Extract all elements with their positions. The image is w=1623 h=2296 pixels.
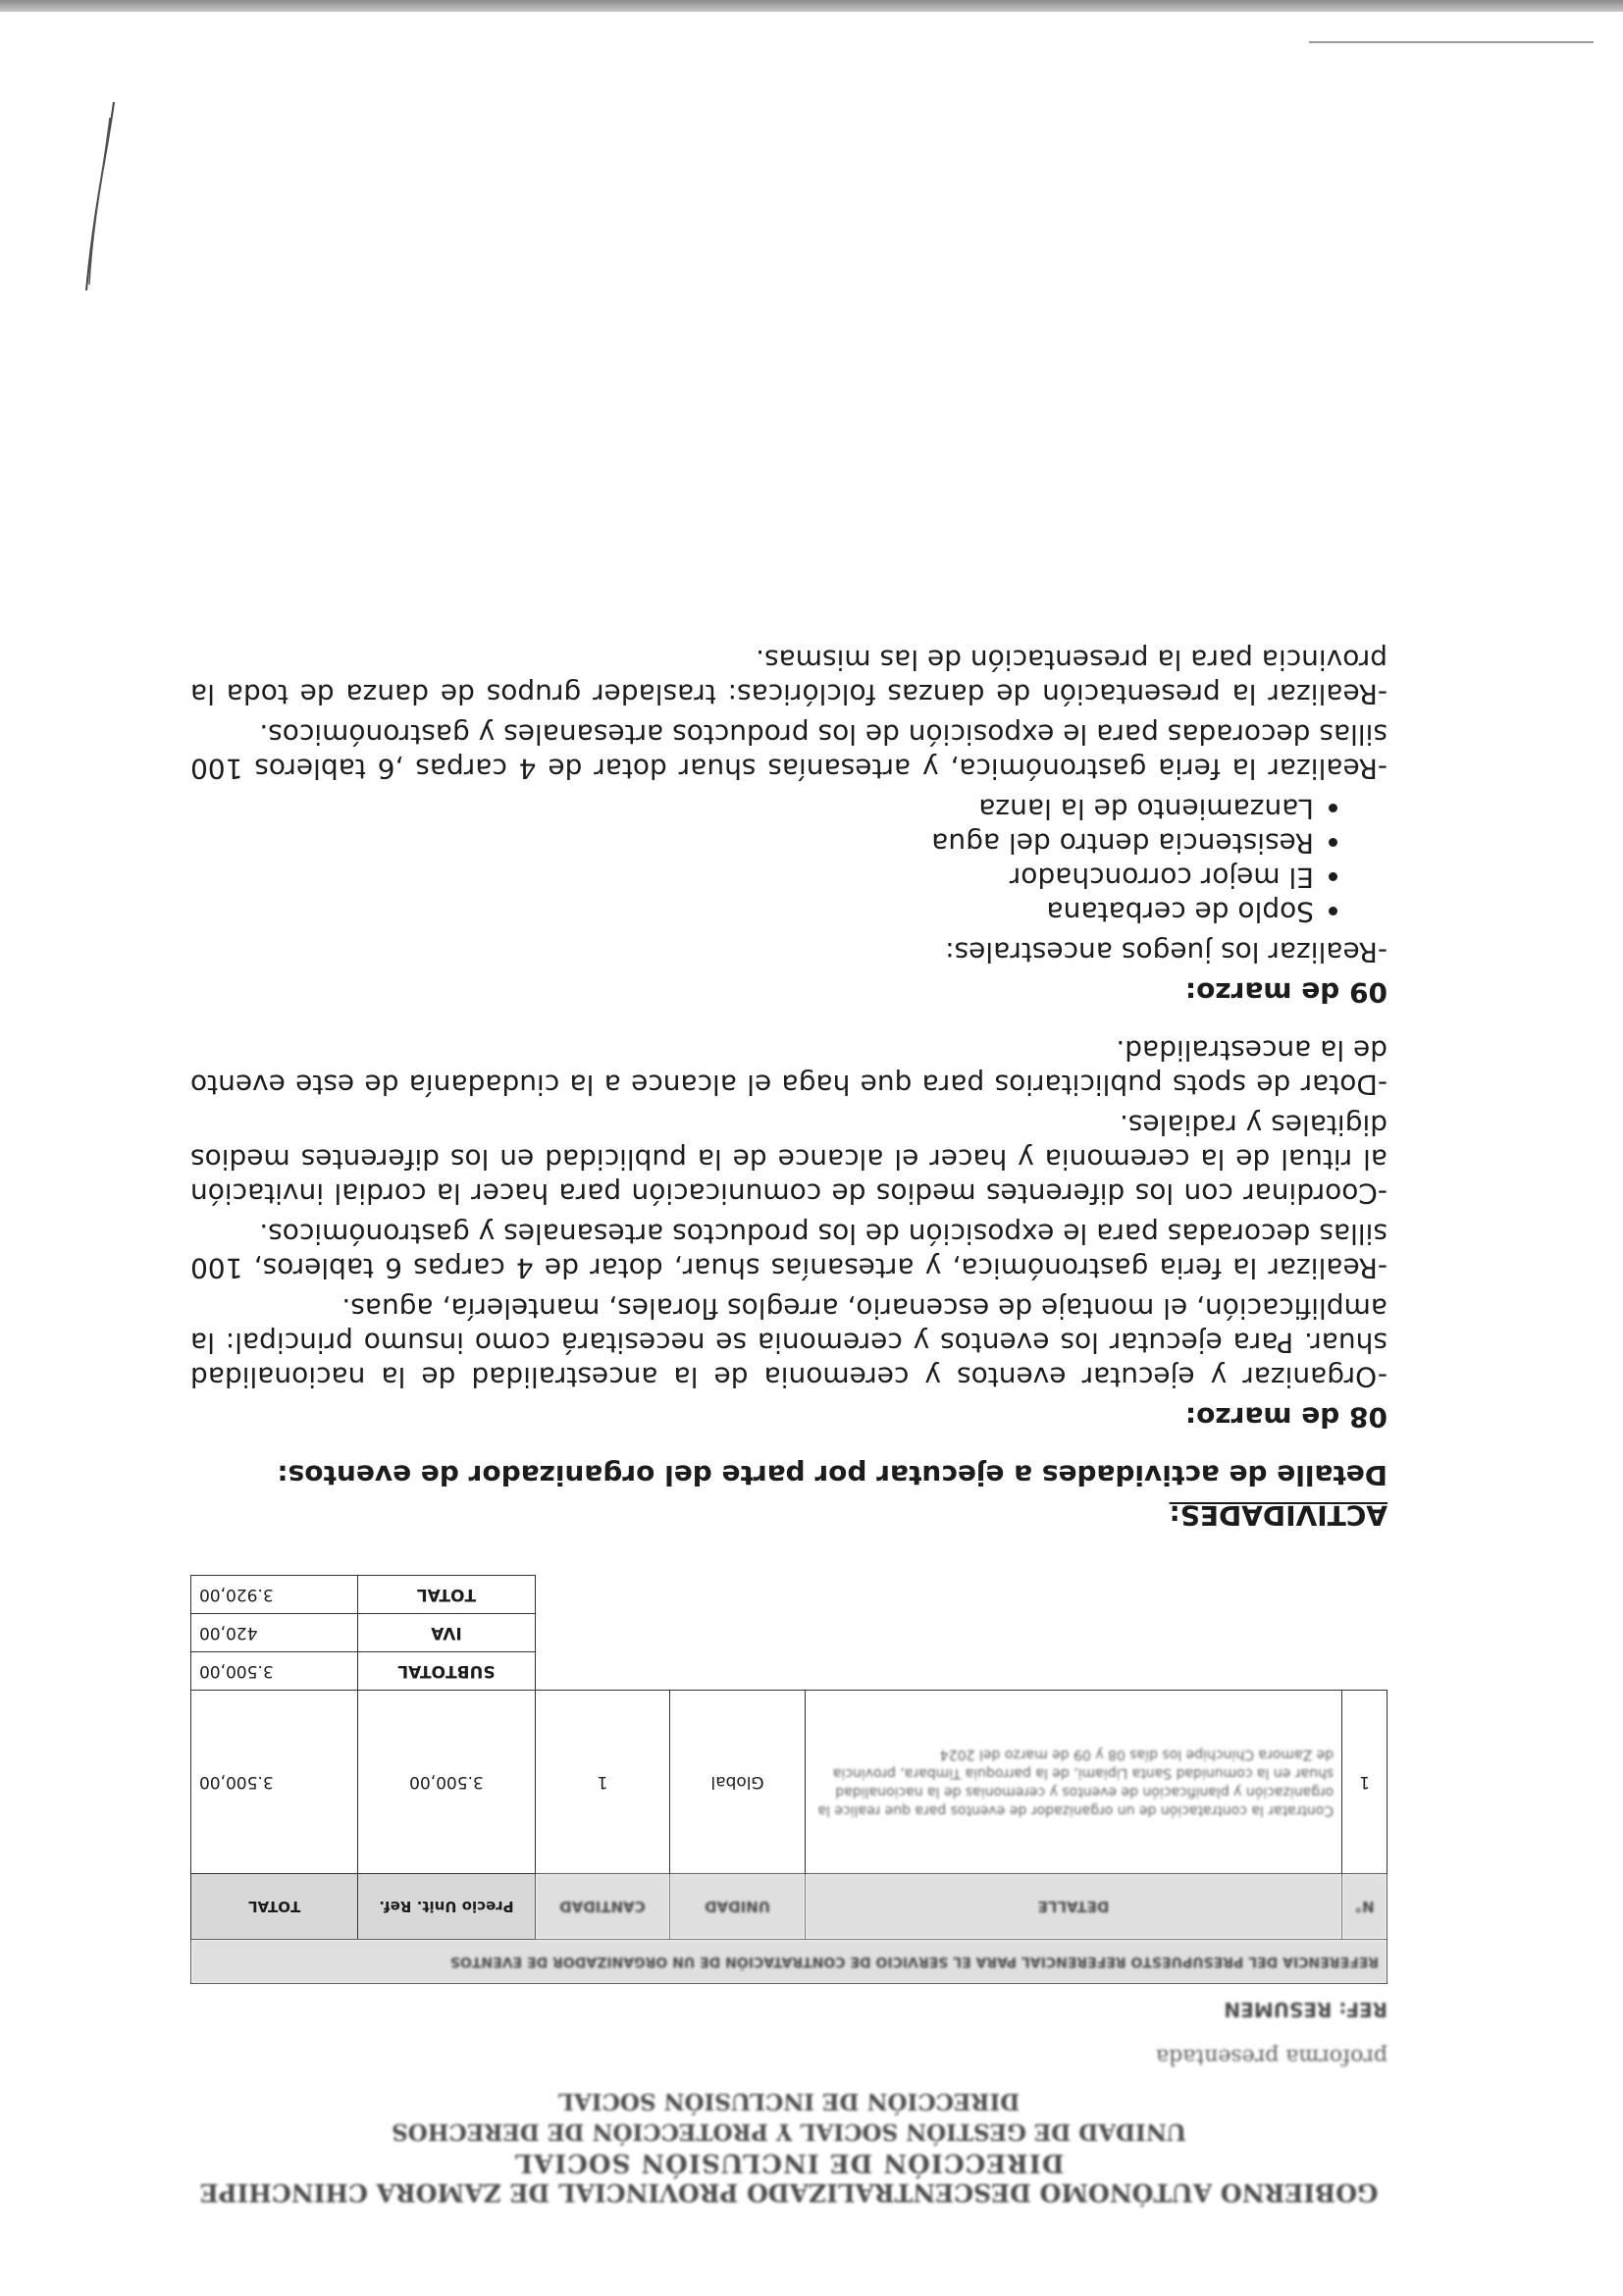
activities-detail-heading: Detalle de actividades a ejecutar por parte del organizador de eventos: [277,1459,1387,1491]
total-row [191,1576,1387,1614]
header-line-4: DIRECCIÓN DE INCLUSIÓN SOCIAL [557,2088,1021,2114]
item-precio: 3.500,00 [358,1691,535,1874]
games-list [190,792,1387,929]
header-precio: Precio Unit. Ref. [358,1874,535,1940]
header-line-2: DIRECCIÓN DE INCLUSIÓN SOCIAL [513,2148,1065,2177]
iva-label: IVA [358,1614,535,1652]
day1-paragraph-2: -Realizar la feria gastronómica, y artesanías shuar, dotar de 4 carpas 6 tableros, 100 sillas decoradas para le exposición de los productos artesanales y gastronómicos. [190,1218,1387,1284]
budget-title: REFERENCIA DEL PRESUPUESTO REFERENCIAL PARA EL SERVICIO DE CONTRATACIÓN DE UN ORGANIZADOR DE EVENTOS [191,1940,1387,1984]
header-line-1: GOBIERNO AUTÓNOMO DESCENTRALIZADO PROVINCIAL DE ZAMORA CHINCHIPE [199,2178,1379,2207]
section-label: REF: RESUMEN [1224,1998,1387,2021]
iva-row [191,1614,1387,1652]
list-item: • Soplo de cerbatana [190,895,1314,929]
budget-item-row [191,1691,1387,1874]
day1-paragraph-1: -Organizar y ejecutar eventos y ceremonia de la ancestralidad de la nacionalidad shuar. Para ejecutar los eventos y ceremonia se necesitará como insumo principal: la amplificación, el montaje de escenario, arreglos florales, mantelería, aguas. [190,1292,1387,1393]
item-cantidad: 1 [535,1691,670,1874]
iva-value: 420,00 [191,1614,358,1652]
item-detail: Contratar la contratación de un organizador de eventos para que realice la organización y planificación de eventos y ceremonias de la nacionalidad shuar en la comunidad Santa Lipiami, de la parroquia Timbara, provincia de Zamora Chinchipe los días 08 y 09 de marzo del 2024 [805,1691,1341,1874]
budget-header-row [191,1874,1387,1940]
header-detalle: DETALLE [805,1874,1341,1940]
subtotal-row [191,1652,1387,1691]
total-label: TOTAL [358,1576,535,1614]
list-item: • El mejor corronchador [190,861,1314,895]
budget-table [190,1575,1387,1984]
subtotal-label: SUBTOTAL [358,1652,535,1691]
header-total: TOTAL [191,1874,358,1940]
document-subtitle: proforma presentada [1156,2044,1387,2068]
item-unidad: Global [670,1691,806,1874]
day1-heading: 08 de marzo: [1184,1401,1387,1434]
day2-paragraph-3: -Realizar la presentación de danzas folclóricas: traslader grupos de danza de toda la provincia para la presentación de las mismas. [190,644,1387,710]
header-no: N° [1342,1874,1387,1940]
subtotal-value: 3.500,00 [191,1652,358,1691]
list-item: • Resistencia dentro del agua [190,826,1314,861]
day2-heading: 09 de marzo: [1184,976,1387,1009]
item-total: 3.500,00 [191,1691,358,1874]
list-item: • Lanzamiento de la lanza [190,792,1314,826]
item-no: 1 [1342,1691,1387,1874]
header-unidad: UNIDAD [670,1874,806,1940]
budget-title-row [191,1940,1387,1984]
header-line-3: UNIDAD DE GESTIÓN SOCIAL Y PROTECCIÓN DE DERECHOS [392,2118,1186,2145]
day2-paragraph-1: -Realizar los juegos ancestrales: [945,936,1387,968]
day1-paragraph-4: -Dotar de spots publicitarios para que haga el alcance a la ciudadanía de este evento de la ancestralidad. [190,1034,1387,1101]
activities-section [190,637,1387,1533]
activities-heading: ACTIVIDADES: [1169,1499,1387,1532]
document-header [190,2086,1387,2208]
day2-paragraph-2: -Realizar la feria gastronómica, y artesanías shuar dotar de 4 carpas ,6 tableros 100 sillas decoradas para le exposición de los productos artesanales y gastronómicos. [190,718,1387,785]
total-value: 3.920,00 [191,1576,358,1614]
day1-paragraph-3: -Coordinar con los diferentes medios de comunicación para hacer la cordial invitación al ritual de la ceremonia y hacer el alcance de la publicidad en los diferentes medios digitales y radiales. [190,1109,1387,1210]
header-cantidad: CANTIDAD [535,1874,670,1940]
